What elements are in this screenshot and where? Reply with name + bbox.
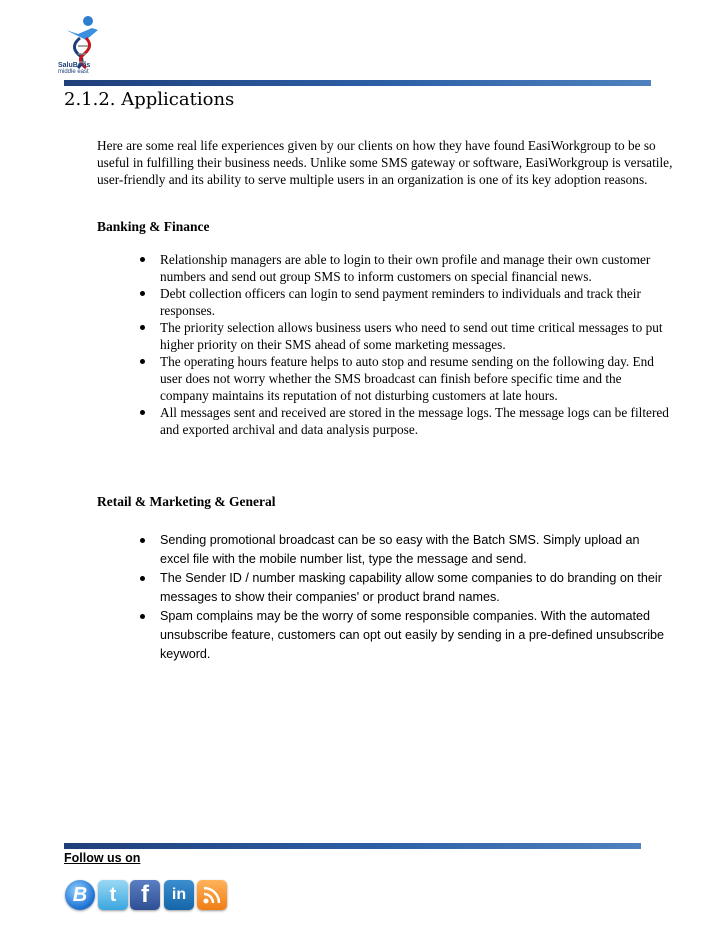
header-divider: [64, 80, 651, 86]
blogger-icon[interactable]: B: [65, 880, 95, 910]
subheading-banking-finance: Banking & Finance: [97, 219, 210, 234]
list-item: Spam complains may be the worry of some responsible companies. With the automated unsubscribe feature, customers can opt out easily by sending in a pre-defined unsubscribe keyword.: [160, 607, 670, 664]
list-item: All messages sent and received are stored in the message logs. The message logs can be filtered and exported archival and data analysis purpose.: [160, 405, 669, 437]
linkedin-icon[interactable]: in: [164, 880, 194, 910]
section-heading: 2.1.2. Applications: [64, 89, 235, 110]
facebook-icon[interactable]: f: [130, 880, 160, 910]
intro-paragraph: Here are some real life experiences given by our clients on how they have found EasiWorkgroup to be so useful in fulfilling their business needs. Unlike some SMS gateway or software, EasiWorkgroup is versatile, user-friendly and its ability to serve multiple users in an organization is one of its key adoption reasons.: [97, 138, 673, 187]
twitter-icon[interactable]: t: [98, 880, 128, 910]
footer-divider: [64, 843, 641, 849]
subheading-retail-marketing: Retail & Marketing & General: [97, 494, 276, 509]
list-item: Sending promotional broadcast can be so easy with the Batch SMS. Simply upload an excel file with the mobile number list, type the message and send.: [160, 531, 670, 569]
list-item: The operating hours feature helps to auto stop and resume sending on the following day. End user does not worry whether the SMS broadcast can finish before specific time and the company maintains its reputation of not disturbing customers at late hours.: [160, 353, 670, 404]
logo-tagline: middle east: [58, 69, 89, 75]
logo-wordmark: [58, 62, 110, 76]
list-item: Relationship managers are able to login to their own profile and manage their own customer numbers and send out group SMS to inform customers on special financial news.: [160, 251, 670, 285]
rss-icon[interactable]: [197, 880, 227, 910]
follow-us-label: Follow us on: [64, 851, 141, 865]
list-item: Debt collection officers can login to send payment reminders to individuals and track their responses.: [160, 285, 670, 319]
logo-name: SaluBons: [58, 62, 91, 69]
banking-bullet-list: [160, 251, 670, 438]
list-item: The priority selection allows business users who need to send out time critical messages to put higher priority on their SMS ahead of some marketing messages.: [160, 319, 670, 353]
list-item: The Sender ID / number masking capability allow some companies to do branding on their messages to show their companies' or product brand names.: [160, 569, 670, 607]
retail-bullet-list: [160, 531, 670, 664]
